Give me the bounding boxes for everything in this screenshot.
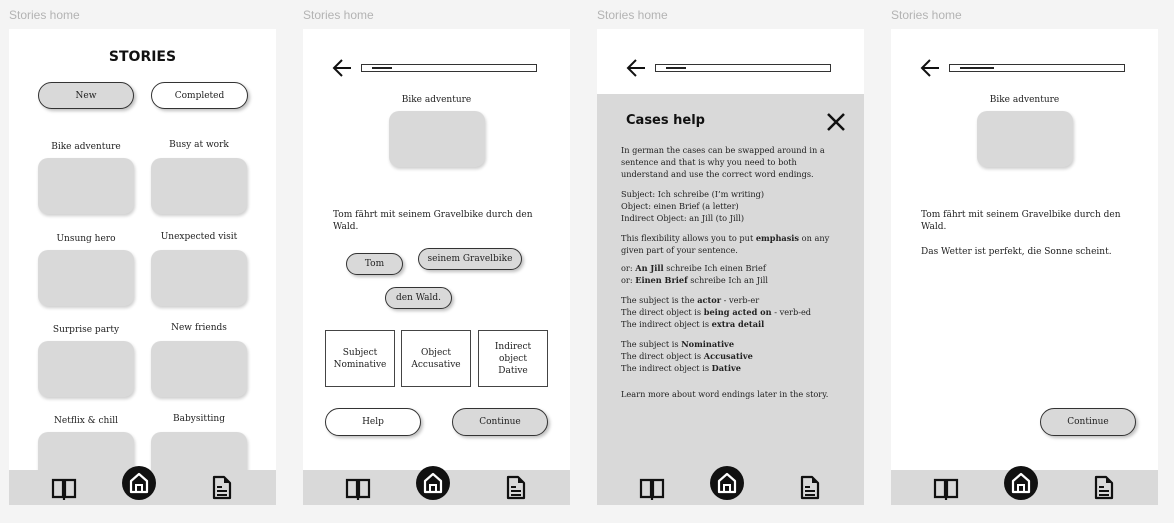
text: The subject is — [621, 339, 682, 349]
case-label: Object — [421, 347, 451, 358]
story-title: Bike adventure — [989, 95, 1060, 105]
story-paragraph: Tom fährt mit seinem Gravelbike durch den Wald. — [921, 210, 1121, 232]
case-name: Accusative — [411, 359, 461, 370]
text: or: — [621, 263, 636, 273]
help-or-examples — [621, 262, 841, 286]
text: The indirect object is — [621, 319, 712, 329]
drop-zone-subject[interactable] — [325, 330, 395, 387]
emphasis-text: actor — [697, 295, 722, 305]
example-line: Subject: Ich schreibe (I’m writing) — [621, 189, 765, 199]
progress-fill — [666, 67, 686, 69]
story-card-unsung-hero[interactable] — [38, 250, 134, 306]
drop-zone-indirect-object[interactable] — [478, 330, 548, 387]
back-arrow-icon[interactable] — [331, 58, 353, 78]
progress-bar — [655, 64, 831, 72]
text: The direct object is — [621, 307, 704, 317]
help-roles — [621, 294, 841, 330]
word-chip-seinem-gravelbike[interactable]: seinem Gravelbike — [418, 248, 522, 270]
back-arrow-icon[interactable] — [625, 58, 647, 78]
story-label: Unsung hero — [56, 234, 116, 244]
progress-fill — [372, 67, 392, 69]
case-name: Dative — [498, 365, 528, 376]
story-card-surprise-party[interactable] — [38, 341, 134, 397]
story-label: Busy at work — [169, 140, 229, 150]
continue-button[interactable]: Continue — [1040, 408, 1136, 436]
frame-label: Stories home — [891, 8, 962, 22]
progress-fill — [960, 67, 994, 69]
story-image-placeholder — [977, 111, 1073, 167]
story-label: Netflix & chill — [54, 416, 118, 426]
text: schreibe Ich an Jill — [687, 275, 768, 285]
text: The indirect object is — [621, 363, 712, 373]
emphasis-text: extra detail — [711, 319, 765, 329]
help-modal — [597, 94, 864, 470]
word-chip-tom[interactable]: Tom — [346, 253, 403, 275]
bottom-nav — [303, 470, 570, 505]
help-flexibility — [621, 232, 841, 256]
story-label: Surprise party — [52, 325, 120, 335]
home-icon[interactable] — [710, 466, 744, 500]
text: on any given part of your sentence. — [621, 233, 830, 255]
frame-label: Stories home — [9, 8, 80, 22]
emphasis-text: being acted on — [703, 307, 772, 317]
book-icon[interactable] — [51, 478, 77, 500]
continue-button[interactable]: Continue — [452, 408, 548, 436]
frame-label: Stories home — [303, 8, 374, 22]
cases-help-screen — [597, 29, 864, 505]
help-body — [621, 144, 841, 408]
text: or: — [621, 275, 636, 285]
text: schreibe Ich einen Brief — [663, 263, 766, 273]
case-name: Nominative — [333, 359, 387, 370]
document-icon[interactable] — [506, 475, 526, 500]
book-icon[interactable] — [933, 478, 959, 500]
stories-home-screen — [9, 29, 276, 505]
progress-bar — [949, 64, 1125, 72]
frame-label: Stories home — [597, 8, 668, 22]
story-label: Babysitting — [173, 414, 225, 424]
story-card-bike-adventure[interactable] — [38, 158, 134, 214]
drop-zone-object[interactable] — [401, 330, 471, 387]
word-chip-den-wald[interactable]: den Wald. — [385, 287, 452, 309]
help-button[interactable]: Help — [325, 408, 421, 436]
help-intro: In german the cases can be swapped around in a sentence and that is why you need to both understand and use the correct word endings. — [621, 145, 825, 179]
help-examples — [621, 188, 841, 224]
filter-completed-button[interactable]: Completed — [151, 82, 248, 109]
book-icon[interactable] — [345, 478, 371, 500]
story-label: Bike adventure — [51, 142, 121, 152]
document-icon[interactable] — [800, 475, 820, 500]
case-label: object — [499, 353, 527, 364]
text: - verb-ed — [771, 307, 812, 317]
page-title: STORIES — [108, 49, 177, 65]
story-title: Bike adventure — [401, 95, 472, 105]
emphasis-text: emphasis — [755, 233, 800, 243]
emphasis-text: Accusative — [703, 351, 753, 361]
close-icon[interactable] — [825, 111, 847, 133]
help-outro: Learn more about word endings later in the story. — [621, 389, 829, 399]
emphasis-text: An Jill — [635, 263, 664, 273]
case-label: Subject — [342, 347, 378, 358]
emphasis-text: Einen Brief — [635, 275, 688, 285]
text: - verb-er — [721, 295, 760, 305]
story-card-new-friends[interactable] — [151, 341, 247, 397]
story-label: New friends — [171, 323, 227, 333]
case-label: Indirect — [494, 341, 532, 352]
home-icon[interactable] — [1004, 466, 1038, 500]
document-icon[interactable] — [212, 475, 232, 500]
home-icon[interactable] — [122, 466, 156, 500]
story-paragraph: Das Wetter ist perfekt, die Sonne scheint. — [921, 247, 1112, 257]
bottom-nav — [597, 470, 864, 505]
home-icon[interactable] — [416, 466, 450, 500]
story-image-placeholder — [389, 111, 485, 167]
back-arrow-icon[interactable] — [919, 58, 941, 78]
example-line: Indirect Object: an Jill (to Jill) — [621, 213, 745, 223]
emphasis-text: Nominative — [681, 339, 735, 349]
bottom-nav — [9, 470, 276, 505]
text: The direct object is — [621, 351, 704, 361]
bottom-nav — [891, 470, 1158, 505]
example-line: Object: einen Brief (a letter) — [621, 201, 739, 211]
text: This flexibility allows you to put — [621, 233, 756, 243]
story-card-busy-at-work[interactable] — [151, 158, 247, 214]
document-icon[interactable] — [1094, 475, 1114, 500]
sentence-text: Tom fährt mit seinem Gravelbike durch den Wald. — [333, 210, 533, 232]
help-cases — [621, 338, 841, 374]
exercise-screen — [303, 29, 570, 505]
story-label: Unexpected visit — [160, 232, 238, 242]
story-card-unexpected-visit[interactable] — [151, 250, 247, 306]
emphasis-text: Dative — [711, 363, 741, 373]
progress-bar — [361, 64, 537, 72]
text: The subject is the — [621, 295, 698, 305]
help-title: Cases help — [626, 113, 705, 128]
story-reading-screen — [891, 29, 1158, 505]
filter-new-button[interactable]: New — [38, 82, 134, 109]
book-icon[interactable] — [639, 478, 665, 500]
